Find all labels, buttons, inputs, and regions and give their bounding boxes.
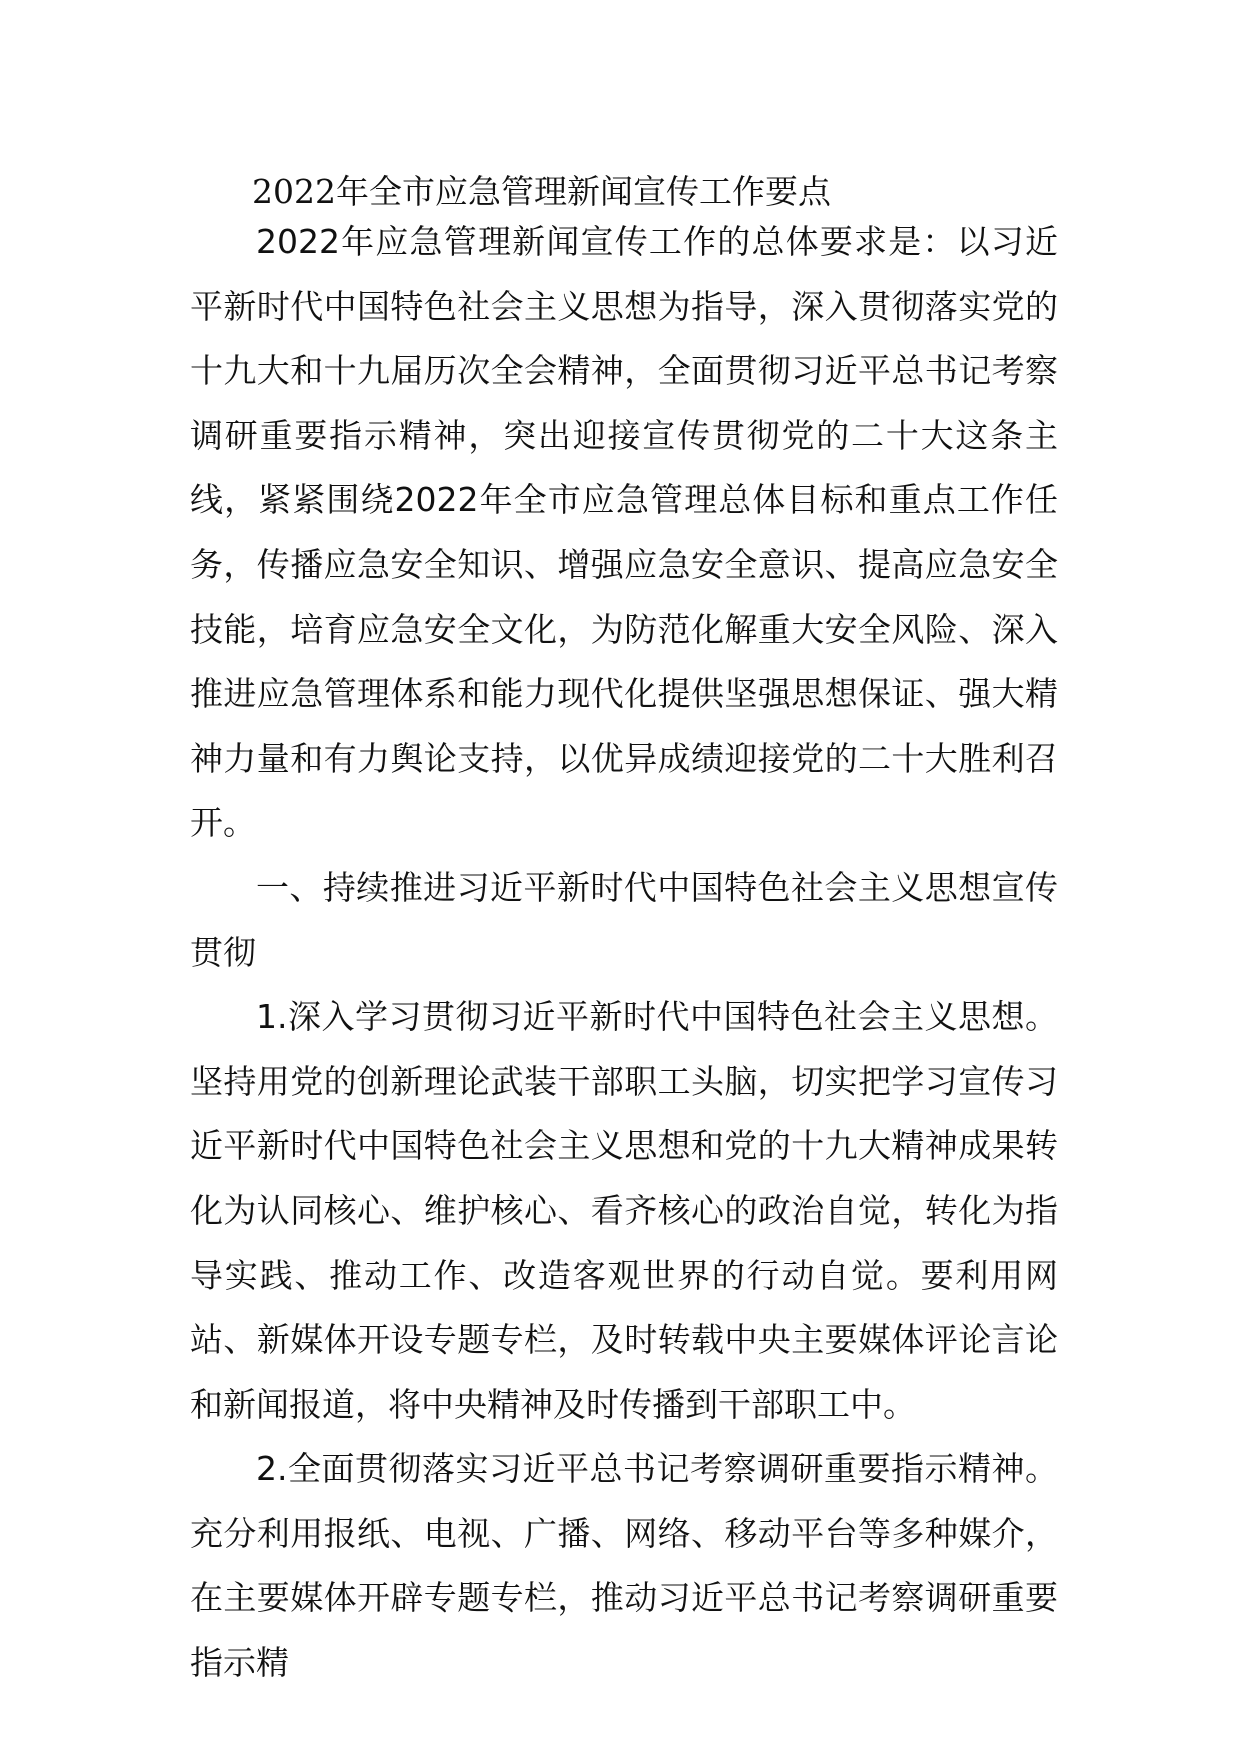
document-title: 2022年全市应急管理新闻宣传工作要点 [252,172,831,211]
paragraph-item-2: 2.全面贯彻落实习近平总书记考察调研重要指示精神。充分利用报纸、电视、广播、网络、移动平台等多种媒介，在主要媒体开辟专题专栏，推动习近平总书记考察调研重要指示精 [190,1449,1058,1683]
paragraph-general-requirements: 2022年应急管理新闻宣传工作的总体要求是：以习近平新时代中国特色社会主义思想为指导，深入贯彻落实党的十九大和十九届历次全会精神，全面贯彻习近平总书记考察调研重要指示精神，突出迎接宣传贯彻党的二十大这条主线，紧紧围绕2022年全市应急管理总体目标和重点工作任务，传播应急安全知识、增强应急安全意识、提高应急安全技能，培育应急安全文化，为防范化解重大安全风险、深入推进应急管理体系和能力现代化提供坚强思想保证、强大精神力量和有力舆论支持，以优异成绩迎接党的二十大胜利召开。 [190,222,1058,843]
document-body [190,210,1058,1696]
section-heading-one: 一、持续推进习近平新时代中国特色社会主义思想宣传贯彻 [190,867,1058,972]
paragraph-item-1: 1.深入学习贯彻习近平新时代中国特色社会主义思想。坚持用党的创新理论武装干部职工头脑，切实把学习宣传习近平新时代中国特色社会主义思想和党的十九大精神成果转化为认同核心、维护核心、看齐核心的政治自觉，转化为指导实践、推动工作、改造客观世界的行动自觉。要利用网站、新媒体开设专题专栏，及时转载中央主要媒体评论言论和新闻报道，将中央精神及时传播到干部职工中。 [190,997,1058,1424]
